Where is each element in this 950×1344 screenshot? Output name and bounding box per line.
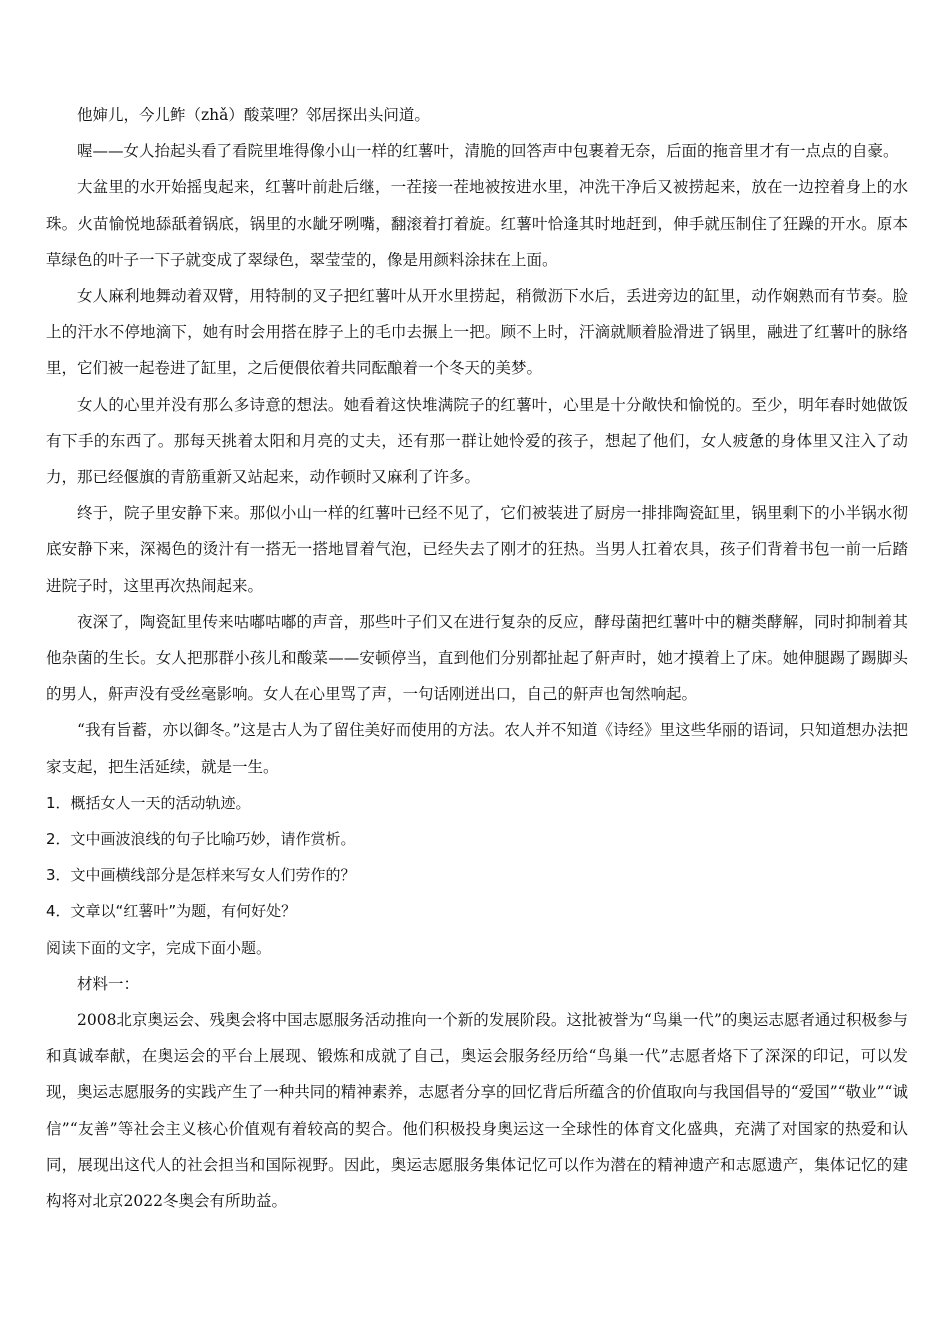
story-paragraph: 女人的心里并没有那么多诗意的想法。她看着这快堆满院子的红薯叶，心里是十分敞快和愉悦的。至少，明年春时她做饭有下手的东西了。那每天挑着太阳和月亮的丈夫，还有那一群让她怜爱的孩子，想起了他们，女人疲惫的身体里又注入了动力，那已经偃旗的青筋重新又站起来，动作顿时又麻利了许多。: [46, 395, 908, 487]
question-item: 1．概括女人一天的活动轨迹。: [46, 793, 251, 812]
question-item: 3．文中画横线部分是怎样来写女人们劳作的？: [46, 866, 356, 885]
question-item: 2．文中画波浪线的句子比喻巧妙，请作赏析。: [46, 830, 356, 849]
material-label: 材料一：: [77, 974, 140, 993]
reading-instruction: 阅读下面的文字，完成下面小题。: [46, 938, 272, 957]
story-paragraph: 女人麻利地舞动着双臂，用特制的叉子把红薯叶从开水里捞起，稍微沥下水后，丢进旁边的缸里，动作娴熟而有节奏。脸上的汗水不停地滴下，她有时会用搭在脖子上的毛巾去搌上一把。顾不上时，汗滴就顺着脸滑进了锅里，融进了红薯叶的脉络里，它们被一起卷进了缸里，之后便偎依着共同酝酿着一个冬天的美梦。: [46, 287, 908, 378]
story-paragraph: “我有旨蓄，亦以御冬。”这是古人为了留住美好而使用的方法。农人并不知道《诗经》里这些华丽的语词，只知道想办法把家支起，把生活延续，就是一生。: [46, 721, 908, 776]
story-paragraph: 他婶儿，今儿鲊（zhǎ）酸菜哩？邻居探出头问道。: [77, 106, 430, 124]
document-body: [46, 97, 908, 1219]
story-paragraph: 夜深了，陶瓷缸里传来咕嘟咕嘟的声音，那些叶子们又在进行复杂的反应，酵母菌把红薯叶中的糖类酵解，同时抑制着其他杂菌的生长。女人把那群小孩儿和酸菜——安顿停当，直到他们分别都扯起了鼾声时，她才摸着上了床。她伸腿踢了踢脚头的男人，鼾声没有受丝毫影响。女人在心里骂了声，一句话刚迸出口，自己的鼾声也訇然响起。: [46, 612, 908, 704]
story-paragraph: 大盆里的水开始摇曳起来，红薯叶前赴后继，一茬接一茬地被按进水里，冲洗干净后又被捞起来，放在一边控着身上的水珠。火苗愉悦地舔舐着锅底，锅里的水龇牙咧嘴，翻滚着打着旋。红薯叶恰逢其时地赶到，伸手就压制住了狂躁的开水。原本草绿色的叶子一下子就变成了翠绿色，翠莹莹的，像是用颜料涂抹在上面。: [46, 178, 908, 269]
story-paragraph: 喔——女人抬起头看了看院里堆得像小山一样的红薯叶，清脆的回答声中包裹着无奈，后面的拖音里才有一点点的自豪。: [77, 142, 899, 161]
story-paragraph: 终于，院子里安静下来。那似小山一样的红薯叶已经不见了，它们被装进了厨房一排排陶瓷缸里，锅里剩下的小半锅水彻底安静下来，深褐色的烫汁有一搭无一搭地冒着气泡，已经失去了刚才的狂热。当男人扛着农具，孩子们背着书包一前一后踏进院子时，这里再次热闹起来。: [46, 504, 908, 595]
material-paragraph: 2008北京奥运会、残奥会将中国志愿服务活动推向一个新的发展阶段。这批被誉为“鸟巢一代”的奥运志愿者通过积极参与和真诚奉献，在奥运会的平台上展现、锻炼和成就了自己，奥运会服务经历给“鸟巢一代”志愿者烙下了深深的印记，可以发现，奥运志愿服务的实践产生了一种共同的精神素养，志愿者分享的回忆背后所蕴含的价值取向与我国倡导的“爱国”“敬业”“诚信”“友善”等社会主义核心价值观有着较高的契合。他们积极投身奥运这一全球性的体育文化盛典，充满了对国家的热爱和认同，展现出这代人的社会担当和国际视野。因此，奥运志愿服务集体记忆可以作为潜在的精神遗产和志愿遗产，集体记忆的建构将对北京2022冬奥会有所助益。: [46, 1011, 908, 1211]
question-item: 4．文章以“红薯叶”为题，有何好处？: [46, 902, 297, 921]
